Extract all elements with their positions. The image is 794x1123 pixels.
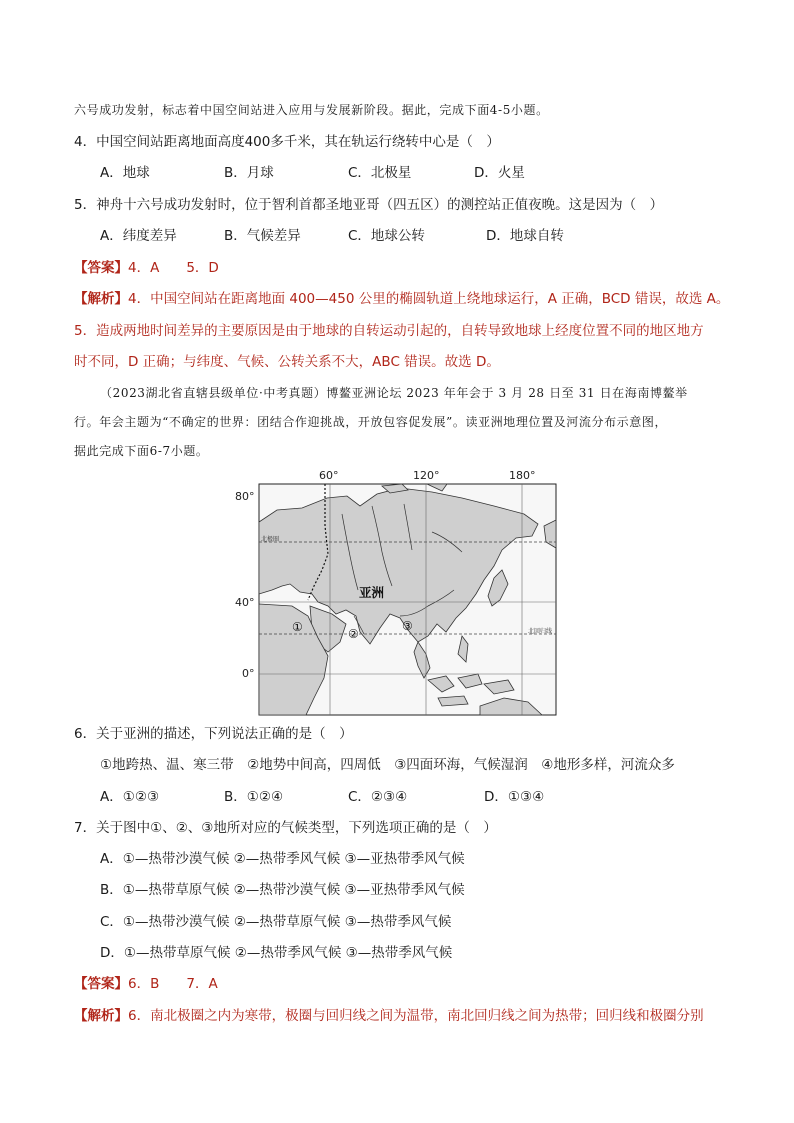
marker-2: ②: [348, 627, 359, 641]
analysis-block-1-line3: 时不同，D 正确；与纬度、气候、公转关系不大，ABC 错误。故选 D。: [74, 354, 500, 370]
intro2-line2: 行。年会主题为“不确定的世界：团结合作迎挑战，开放包容促发展”。读亚洲地理位置及河流分布示意图，: [74, 415, 668, 429]
question-4-stem: 4．中国空间站距离地面高度400多千米，其在轨运行绕转中心是（ ）: [74, 134, 500, 150]
analysis-block-1-line1: [74, 290, 729, 308]
question-6-stem: 6．关于亚洲的描述，下列说法正确的是（ ）: [74, 726, 353, 742]
lat-label-80: 80°: [235, 490, 255, 503]
q7-option-d: D．①—热带草原气候 ②—热带季风气候 ③—热带季风气候: [100, 945, 453, 961]
analysis-tag: 【解析】: [74, 1008, 128, 1024]
analysis-text: 4．中国空间站在距离地面 400—450 公里的椭圆轨道上绕地球运行，A 正确，BCD 错误，故选 A。: [128, 291, 730, 307]
tropic-of-cancer-label: 北回归线: [528, 628, 553, 635]
question-5-options: [100, 227, 564, 245]
question-6-options: [100, 788, 544, 806]
asia-region-label: 亚洲: [359, 585, 385, 600]
answer-block-1: [74, 259, 219, 277]
q4-option-c: C．北极星: [348, 165, 412, 181]
analysis-text: 6．南北极圈之内为寒带，极圈与回归线之间为温带，南北回归线之间为热带；回归线和极圈分别: [128, 1008, 704, 1024]
q4-option-d: D．火星: [474, 165, 525, 181]
q7-option-b: B．①—热带草原气候 ②—热带沙漠气候 ③—亚热带季风气候: [100, 882, 465, 898]
q4-option-a: A．地球: [100, 165, 150, 181]
intro-text-line: 六号成功发射，标志着中国空间站进入应用与发展新阶段。据此，完成下面4-5小题。: [74, 103, 549, 117]
q4-option-b: B．月球: [224, 165, 274, 181]
q5-option-b: B．气候差异: [224, 228, 301, 244]
q5-option-a: A．纬度差异: [100, 228, 177, 244]
intro2-line3: 据此完成下面6-7小题。: [74, 444, 209, 458]
marker-1: ①: [292, 620, 303, 634]
q6-option-a: A．①②③: [100, 789, 160, 805]
lon-label-120: 120°: [413, 469, 440, 482]
analysis-tag: 【解析】: [74, 291, 128, 307]
answer-tag: 【答案】: [74, 260, 128, 276]
analysis-block-1-line2: 5．造成两地时间差异的主要原因是由于地球的自转运动引起的，自转导致地球上经度位置不同的地区地方: [74, 323, 704, 339]
lon-label-180: 180°: [509, 469, 536, 482]
answer-block-2: [74, 975, 218, 993]
question-4-options: [100, 164, 525, 182]
marker-3: ③: [402, 619, 413, 633]
intro2-line1: （2023湖北省直辖县级单位·中考真题）博鳌亚洲论坛 2023 年年会于 3 月 28 日至 31 日在海南博鳌举: [100, 386, 688, 400]
answer-tag: 【答案】: [74, 976, 128, 992]
q7-option-c: C．①—热带沙漠气候 ②—热带草原气候 ③—热带季风气候: [100, 914, 452, 930]
question-5-stem: 5．神舟十六号成功发射时，位于智利首都圣地亚哥（四五区）的测控站正值夜晚。这是因为（ ）: [74, 197, 664, 213]
analysis-block-2-line1: [74, 1007, 704, 1025]
q6-option-d: D．①③④: [484, 789, 545, 805]
q5-option-c: C．地球公转: [348, 228, 425, 244]
lat-label-40: 40°: [235, 596, 255, 609]
arctic-circle-label: 北极圈: [261, 536, 280, 543]
q6-option-b: B．①②④: [224, 789, 284, 805]
lon-label-60: 60°: [319, 469, 339, 482]
q6-option-c: C．②③④: [348, 789, 408, 805]
answer-text: 4．A 5．D: [128, 260, 219, 276]
question-7-stem: 7．关于图中①、②、③地所对应的气候类型，下列选项正确的是（ ）: [74, 820, 497, 836]
q5-option-d: D．地球自转: [486, 228, 564, 244]
answer-text: 6．B 7．A: [128, 976, 218, 992]
asia-map-figure: [232, 466, 562, 720]
question-6-statements: ①地跨热、温、寒三带 ②地势中间高，四周低 ③四面环海，气候湿润 ④地形多样，河流众多: [100, 757, 675, 773]
lat-label-0: 0°: [242, 667, 255, 680]
asia-map-svg: [232, 466, 562, 720]
q7-option-a: A．①—热带沙漠气候 ②—热带季风气候 ③—亚热带季风气候: [100, 851, 465, 867]
